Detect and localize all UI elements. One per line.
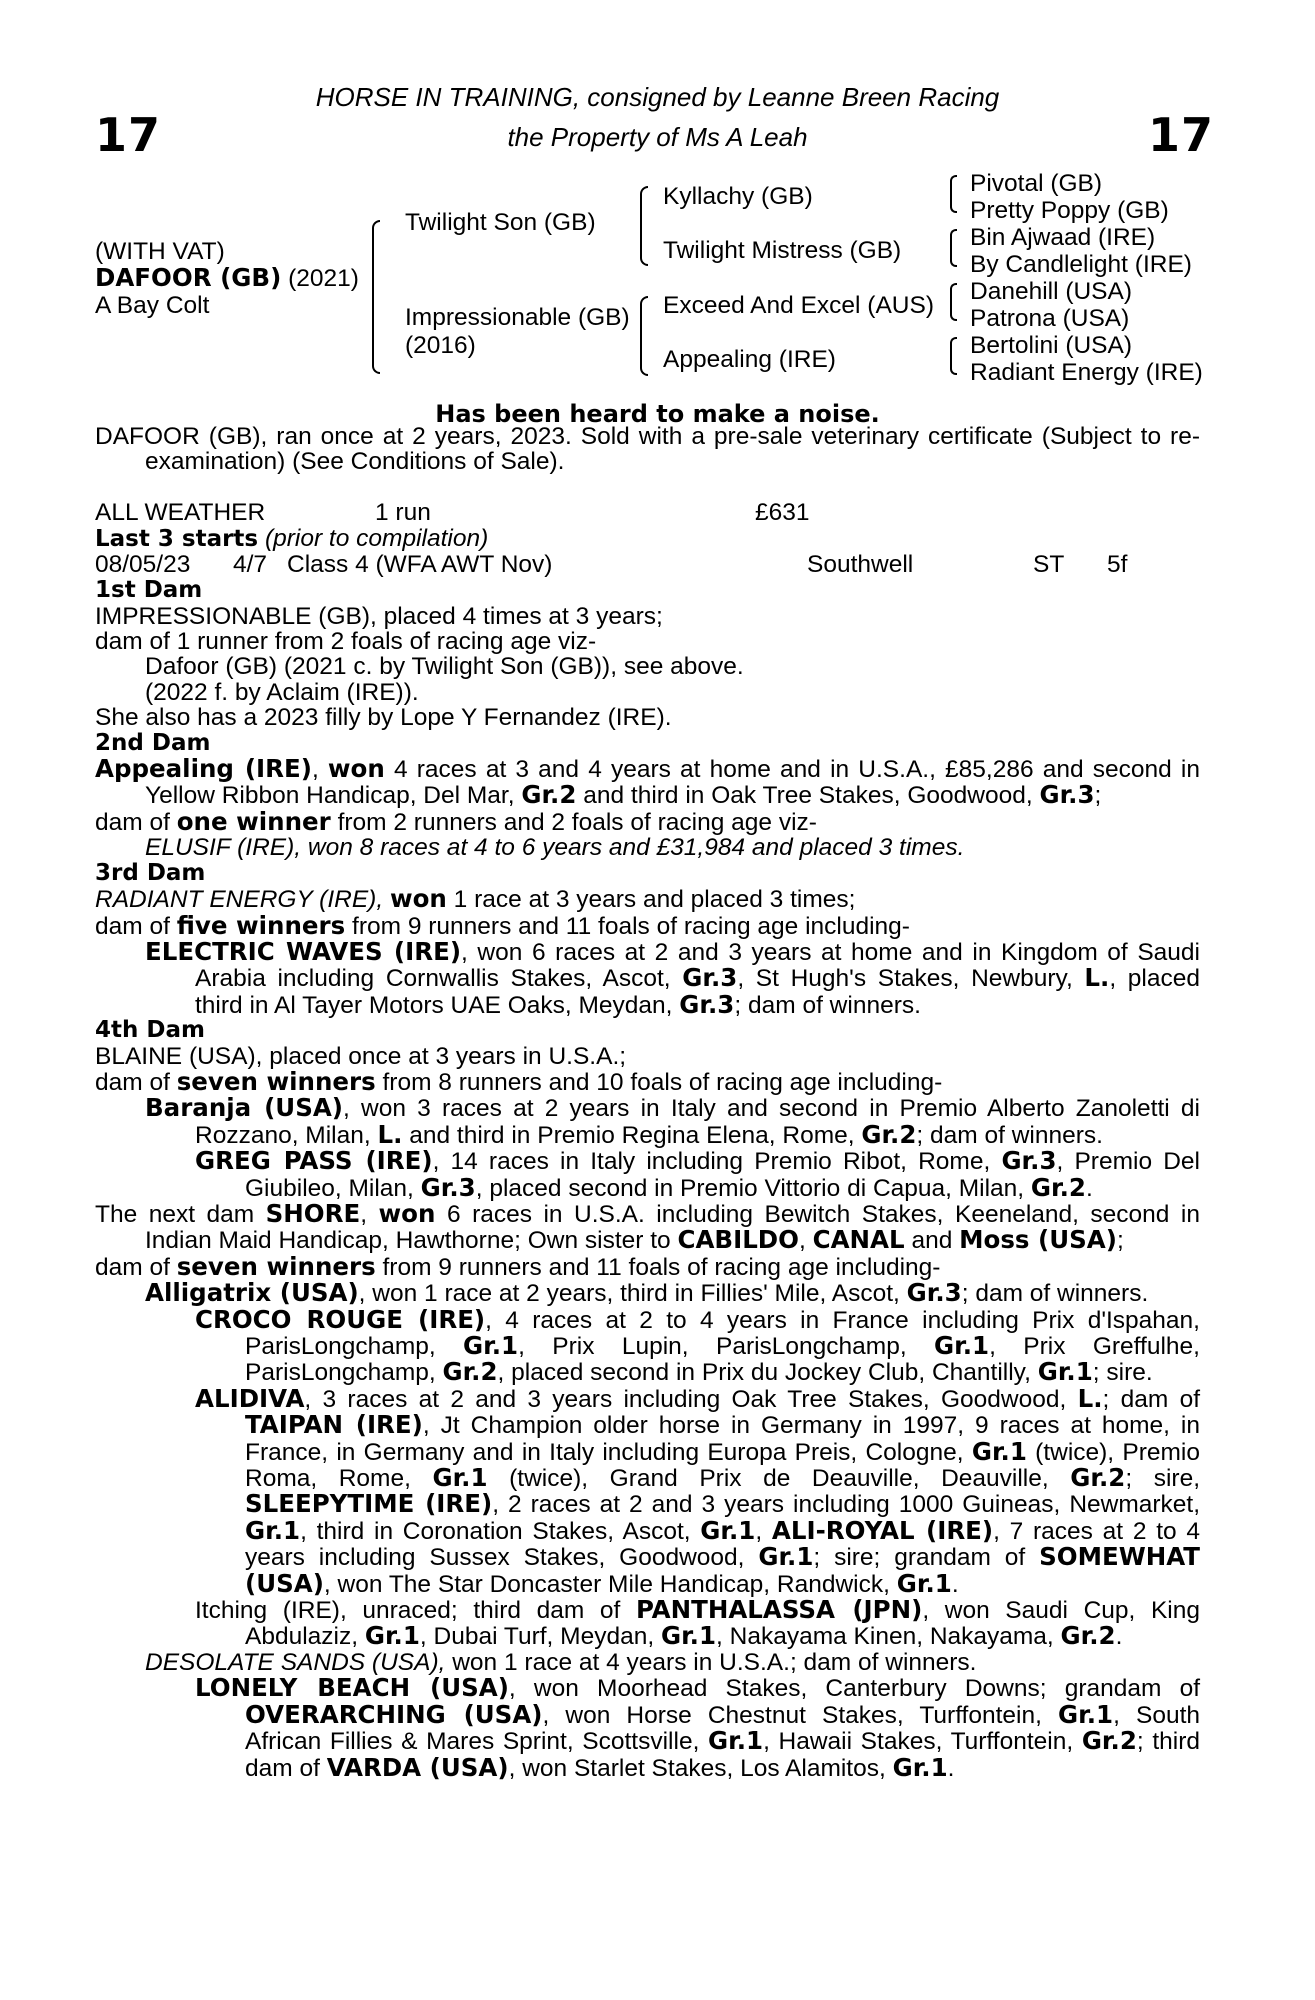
brace-sire [640, 186, 648, 266]
fourth-dam-produce-summary: dam of seven winners from 8 runners and 10 foals of racing age including- [95, 1066, 943, 1096]
horse-title [95, 264, 359, 293]
horse-description: A Bay Colt [95, 292, 210, 319]
third-dam-record: RADIANT ENERGY (IRE), won 1 race at 3 years and placed 3 times; [95, 884, 856, 914]
horse-year: (2021) [281, 265, 359, 292]
brace-g1 [950, 175, 957, 213]
fourth-dam-produce: Baranja (USA), won 3 races at 2 years in Italy and second in Premio Alberto Zanoletti di Rozzano, Milan, L. and third in Premio Regina Elena, Rome, Gr.2; dam of winners. [145, 1093, 1200, 1149]
lot-number-right: 17 [1148, 108, 1215, 162]
gg-2: Pretty Poppy (GB) [970, 197, 1169, 224]
brace-gen1 [372, 220, 380, 374]
start-row [95, 552, 1200, 578]
horse-name: DAFOOR (GB) [95, 263, 282, 292]
sire: Twilight Son (GB) [405, 209, 596, 236]
record-surface: ALL WEATHER [95, 498, 266, 526]
next-dam-grandproduce: Itching (IRE), unraced; third dam of PANTHALASSA (JPN), won Saudi Cup, King Abdulaziz, Gr.1, Dubai Turf, Meydan, Gr.1, Nakayama Kinen, Nakayama, Gr.2. [195, 1595, 1200, 1651]
dam-year: (2016) [405, 332, 476, 359]
next-dam-produce: DESOLATE SANDS (USA), won 1 race at 4 years in U.S.A.; dam of winners. [145, 1648, 977, 1676]
sire-dam: Twilight Mistress (GB) [663, 237, 902, 264]
gg-7: Bertolini (USA) [970, 332, 1133, 359]
lot-number-left: 17 [95, 108, 162, 162]
third-dam-heading: 3rd Dam [95, 859, 206, 886]
race-record [95, 500, 1200, 526]
fourth-dam-record: BLAINE (USA), placed once at 3 years in U.S.A.; [95, 1042, 627, 1070]
start-date: 08/05/23 [95, 551, 191, 579]
start-surface: ST [1033, 551, 1065, 579]
gg-1: Pivotal (GB) [970, 170, 1103, 197]
second-dam-heading: 2nd Dam [95, 729, 211, 756]
gg-5: Danehill (USA) [970, 278, 1133, 305]
dam-dam: Appealing (IRE) [663, 346, 836, 373]
start-position: 4/7 [233, 551, 268, 579]
fourth-dam-grandproduce: GREG PASS (IRE), 14 races in Italy including Premio Ribot, Rome, Gr.3, Premio Del Giubileo, Milan, Gr.3, placed second in Premio Vittorio di Capua, Milan, Gr.2. [195, 1146, 1200, 1202]
gg-3: Bin Ajwaad (IRE) [970, 224, 1156, 251]
next-dam-grandproduce: ALIDIVA, 3 races at 2 and 3 years including Oak Tree Stakes, Goodwood, L.; dam of TAIPAN (IRE), Jt Champion older horse in Germany in 1997, 9 races at home, in France, in Germany and in Italy including Europa Preis, Cologne, Gr.1 (twice), Premio Roma, Rome, Gr.1 (twice), Grand Prix de Deauville, Deauville, Gr.2; sire, SLEEPYTIME (IRE), 2 races at 2 and 3 years including 1000 Guineas, Newmarket, Gr.1, third in Coronation Stakes, Ascot, Gr.1, ALI-ROYAL (IRE), 7 races at 2 to 4 years including Sussex Stakes, Goodwood, Gr.1; sire; grandam of SOMEWHAT (USA), won The Star Doncaster Mile Handicap, Randwick, Gr.1. [195, 1383, 1201, 1598]
next-dam-produce: Alligatrix (USA), won 1 race at 2 years, third in Fillies' Mile, Ascot, Gr.3; dam of winners. [145, 1278, 1149, 1308]
consignor-line: HORSE IN TRAINING, consigned by Leanne Breen Racing [315, 82, 1000, 112]
brace-g4 [950, 337, 957, 375]
record-runs: 1 run [375, 498, 431, 526]
race-summary: DAFOOR (GB), ran once at 2 years, 2023. Sold with a pre-sale veterinary certificate (Subject to re-examination) (See Conditions of Sale). [95, 423, 1200, 476]
fourth-dam-heading: 4th Dam [95, 1017, 205, 1044]
second-dam-produce-summary: dam of one winner from 2 runners and 2 foals of racing age viz- [95, 806, 817, 836]
first-dam-heading: 1st Dam [95, 577, 203, 604]
next-dam-produce-summary: dam of seven winners from 9 runners and 11 foals of racing age including- [95, 1251, 941, 1281]
start-race: Class 4 (WFA AWT Nov) [287, 551, 553, 579]
first-dam-produce: (2022 f. by Aclaim (IRE)). [145, 678, 419, 706]
dam: Impressionable (GB) [405, 304, 630, 331]
start-course: Southwell [807, 551, 914, 579]
brace-g3 [950, 283, 957, 321]
brace-dam [640, 296, 648, 376]
first-dam-line: dam of 1 runner from 2 foals of racing age viz- [95, 628, 597, 656]
gg-4: By Candlelight (IRE) [970, 251, 1192, 278]
next-dam-grandproduce: LONELY BEACH (USA), won Moorhead Stakes, Canterbury Downs; grandam of OVERARCHING (USA), won Horse Chestnut Stakes, Turffontein, Gr.1, South African Fillies & Mares Sprint, Scottsville, Gr.1, Hawaii Stakes, Turffontein, Gr.2; third dam of VARDA (USA), won Starlet Stakes, Los Alamitos, Gr.1. [195, 1673, 1201, 1782]
gg-6: Patrona (USA) [970, 305, 1130, 332]
next-dam-grandproduce: CROCO ROUGE (IRE), 4 races at 2 to 4 years in France including Prix d'Ispahan, ParisLongchamp, Gr.1, Prix Lupin, ParisLongchamp, Gr.1, Prix Greffulhe, ParisLongchamp, Gr.2, placed second in Prix du Jockey Club, Chantilly, Gr.1; sire. [195, 1304, 1200, 1387]
noise-notice: Has been heard to make a noise. [435, 400, 880, 428]
sire-sire: Kyllachy (GB) [663, 183, 813, 210]
property-line: the Property of Ms A Leah [507, 122, 808, 152]
first-dam-line: IMPRESSIONABLE (GB), placed 4 times at 3 years; [95, 602, 663, 630]
next-dam-record: The next dam SHORE, won 6 races in U.S.A. including Bewitch Stakes, Keeneland, second in Indian Maid Handicap, Hawthorne; Own sister to CABILDO, CANAL and Moss (USA); [95, 1198, 1200, 1255]
last-starts-heading: Last 3 starts (prior to compilation) [95, 524, 489, 552]
vat-label: (WITH VAT) [95, 238, 225, 265]
first-dam-produce: Dafoor (GB) (2021 c. by Twilight Son (GB)), see above. [145, 653, 744, 681]
first-dam-line: She also has a 2023 filly by Lope Y Fernandez (IRE). [95, 704, 672, 732]
third-dam-produce: ELECTRIC WAVES (IRE), won 6 races at 2 and 3 years at home and in Kingdom of Saudi Arabia including Cornwallis Stakes, Ascot, Gr.3, St Hugh's Stakes, Newbury, L., placed third in Al Tayer Motors UAE Oaks, Meydan, Gr.3; dam of winners. [145, 936, 1201, 1019]
start-distance: 5f [1107, 551, 1128, 579]
second-dam-produce: ELUSIF (IRE), won 8 races at 4 to 6 years and £31,984 and placed 3 times. [145, 834, 965, 862]
gg-8: Radiant Energy (IRE) [970, 359, 1203, 386]
dam-sire: Exceed And Excel (AUS) [663, 292, 934, 319]
third-dam-produce-summary: dam of five winners from 9 runners and 11 foals of racing age including- [95, 910, 910, 940]
brace-g2 [950, 229, 957, 267]
second-dam-record: Appealing (IRE), won 4 races at 3 and 4 years at home and in U.S.A., £85,286 and second in Yellow Ribbon Handicap, Del Mar, Gr.2 and third in Oak Tree Stakes, Goodwood, Gr.3; [95, 754, 1200, 810]
record-earnings: £631 [755, 498, 810, 526]
catalogue-body [95, 424, 1200, 1781]
